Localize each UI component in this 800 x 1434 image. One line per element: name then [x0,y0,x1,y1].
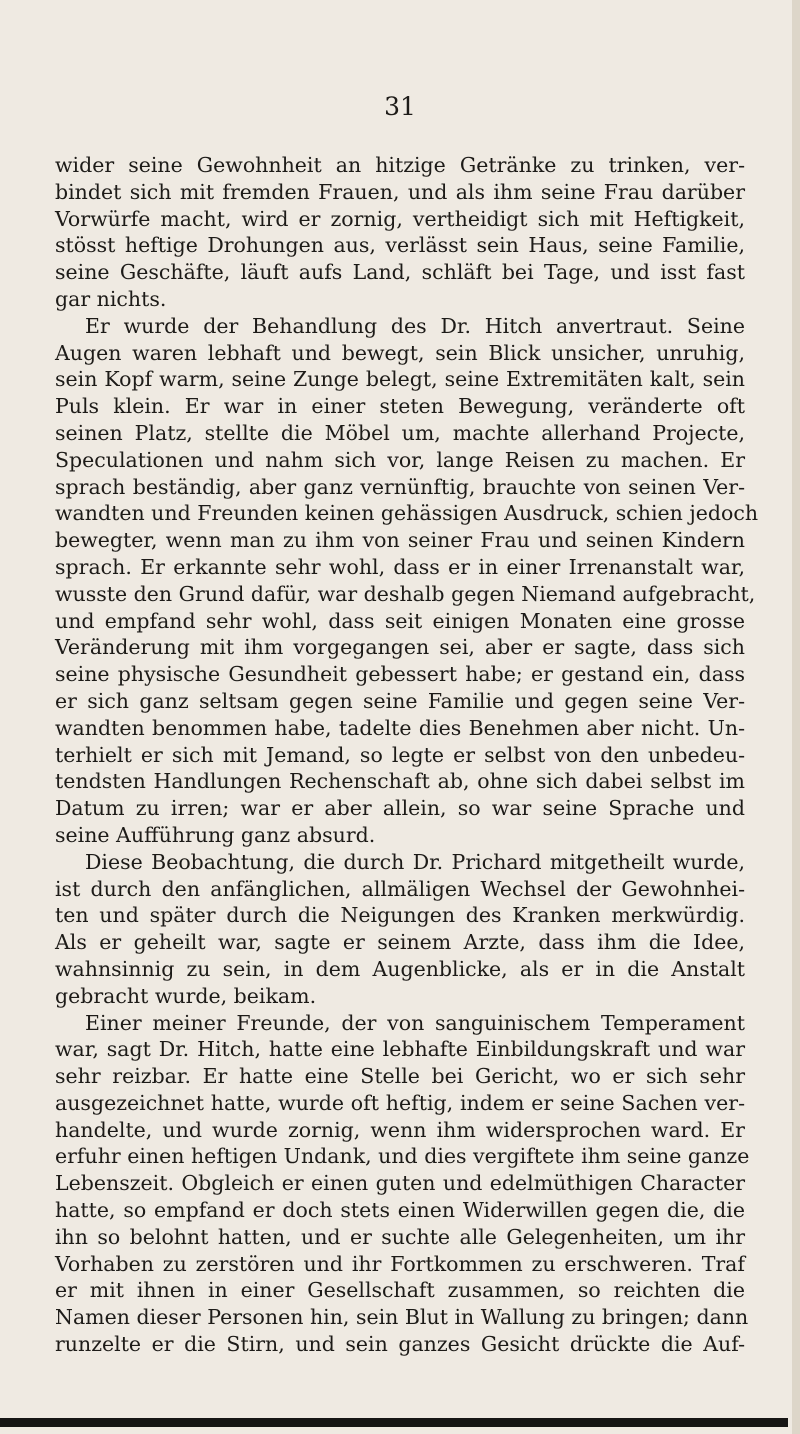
text-line: ihn so belohnt hatten, und er suchte alle Gelegenheiten, um ihr [55,1224,745,1249]
bottom-scan-bar [0,1418,788,1427]
text-line: Einer meiner Freunde, der von sanguinischem Temperament [85,1010,745,1035]
text-line: sprach. Er erkannte sehr wohl, dass er in einer Irrenanstalt war, [55,554,745,579]
text-line: Datum zu irren; war er aber allein, so war seine Sprache und [55,796,745,821]
page-number: 31 [384,92,416,121]
text-line: terhielt er sich mit Jemand, so legte er selbst von den unbedeu- [55,742,745,767]
text-line: erfuhr einen heftigen Undank, und dies vergiftete ihm seine ganze [55,1144,750,1169]
text-line: wider seine Gewohnheit an hitzige Getränke zu trinken, ver- [55,153,745,177]
text-line: Lebenszeit. Obgleich er einen guten und edelmüthigen Character [55,1171,745,1196]
text-line: sein Kopf warm, seine Zunge belegt, seine Extremitäten kalt, sein [55,367,745,392]
text-line: sehr reizbar. Er hatte eine Stelle bei Gericht, wo er sich sehr [55,1064,745,1089]
text-line: war, sagt Dr. Hitch, hatte eine lebhafte Einbildungskraft und war [55,1037,745,1062]
text-line: gebracht wurde, beikam. [55,983,317,1008]
page-edge-shadow [792,0,800,1434]
text-line: bindet sich mit fremden Frauen, und als ihm seine Frau darüber [55,179,745,204]
text-line: Speculationen und nahm sich vor, lange Reisen zu machen. Er [55,447,745,472]
text-line: ten und später durch die Neigungen des Kranken merkwürdig. [55,903,745,928]
text-line: Vorhaben zu zerstören und ihr Fortkommen zu erschweren. Traf [55,1251,745,1276]
body-text [55,152,759,1358]
text-line: Vorwürfe macht, wird er zornig, vertheidigt sich mit Heftigkeit, [55,206,745,231]
text-line: wahnsinnig zu sein, in dem Augenblicke, als er in die Anstalt [55,956,745,981]
text-line: wandten und Freunden keinen gehässigen Ausdruck, schien jedoch [55,501,759,526]
text-line: seine Aufführung ganz absurd. [55,822,376,847]
text-line: Als er geheilt war, sagte er seinem Arzte, dass ihm die Idee, [55,930,745,955]
text-line: runzelte er die Stirn, und sein ganzes Gesicht drückte die Auf- [55,1332,745,1357]
text-line: und empfand sehr wohl, dass seit einigen Monaten eine grosse [55,608,745,633]
text-line: stösst heftige Drohungen aus, verlässt sein Haus, seine Familie, [55,233,745,258]
text-line: seinen Platz, stellte die Möbel um, machte allerhand Projecte, [55,420,745,445]
text-line: wandten benommen habe, tadelte dies Benehmen aber nicht. Un- [55,715,745,740]
text-line: sprach beständig, aber ganz vernünftig, brauchte von seinen Ver- [55,474,745,499]
text-line: hatte, so empfand er doch stets einen Widerwillen gegen die, die [55,1198,745,1223]
text-line: Veränderung mit ihm vorgegangen sei, aber er sagte, dass sich [55,635,745,660]
text-line: seine Geschäfte, läuft aufs Land, schläft bei Tage, und isst fast [55,260,745,285]
text-line: ausgezeichnet hatte, wurde oft heftig, indem er seine Sachen ver- [55,1090,745,1115]
text-line: Diese Beobachtung, die durch Dr. Prichard mitgetheilt wurde, [85,849,745,874]
text-line: wusste den Grund dafür, war deshalb gegen Niemand aufgebracht, [55,581,756,606]
text-line: tendsten Handlungen Rechenschaft ab, ohne sich dabei selbst im [55,769,745,794]
text-line: er mit ihnen in einer Gesellschaft zusammen, so reichten die [55,1278,745,1303]
text-line: gar nichts. [55,286,167,311]
text-line: Er wurde der Behandlung des Dr. Hitch anvertraut. Seine [85,313,745,338]
text-line: Namen dieser Personen hin, sein Blut in Wallung zu bringen; dann [55,1305,749,1330]
text-line: Puls klein. Er war in einer steten Bewegung, veränderte oft [55,394,745,419]
text-line: ist durch den anfänglichen, allmäligen Wechsel der Gewohnhei- [55,876,745,901]
text-line: handelte, und wurde zornig, wenn ihm widersprochen ward. Er [55,1117,745,1142]
text-line: er sich ganz seltsam gegen seine Familie und gegen seine Ver- [55,688,745,713]
text-line: Augen waren lebhaft und bewegt, sein Blick unsicher, unruhig, [55,340,745,365]
text-line: seine physische Gesundheit gebessert habe; er gestand ein, dass [55,662,745,687]
text-line: bewegter, wenn man zu ihm von seiner Frau und seinen Kindern [55,528,745,553]
